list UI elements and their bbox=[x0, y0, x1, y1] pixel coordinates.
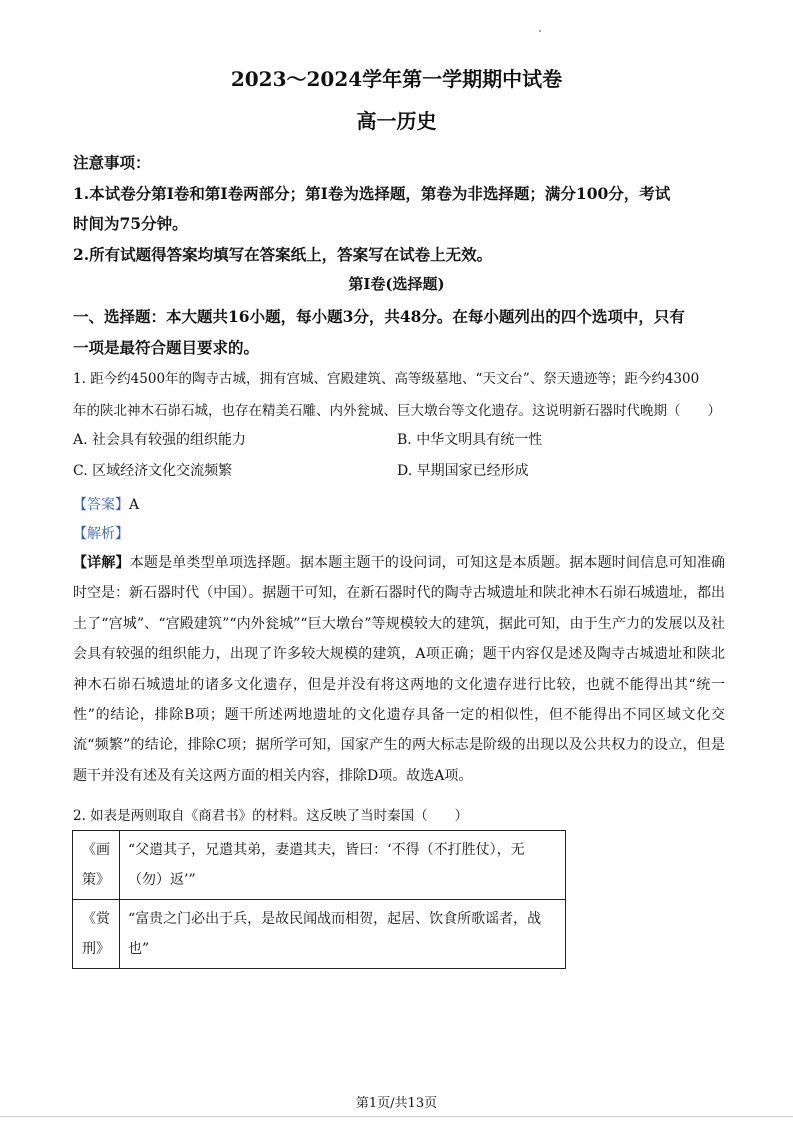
notice-item-1-line-2: 时间为75分钟。 bbox=[73, 214, 188, 233]
table-row-label: 《赏刑》 bbox=[73, 900, 120, 969]
answer-value: A bbox=[129, 497, 140, 513]
detail-text: 本题是单类型单项选择题。据本题主题干的设问词，可知这是本质题。据本题时间信息可知准确时空是：新石器时代（中国）。据题干可知，在新石器时代的陶寺古城遗址和陕北神木石峁石城遗址，都出土了“宫城”、“宫殿建筑”“内外瓮城”“巨大墩台”等规模较大的建筑，据此可知，由于生产力的发展以及社会具有较强的组织能力，出现了许多较大规模的建筑，A项正确；题干内容仅是述及陶寺古城遗址和陕北神木石峁石城遗址的诸多文化遗存，但是并没有将这两地的文化遗存进行比较，也就不能得出其“统一性”的结论，排除B项；题干所述两地遗址的文化遗存具备一定的相似性，但不能得出不同区域文化交流“频繁”的结论，排除C项；据所学可知，国家产生的两大标志是阶级的出现以及公共权力的设立，但是题干并没有述及有关这两方面的相关内容，排除D项。故选A项。 bbox=[73, 555, 726, 784]
table-row-label: 《画策》 bbox=[73, 831, 120, 900]
table-row-text: “富贵之门必出于兵，是故民闻战而相贺，起居、饮食所歌谣者，战也” bbox=[120, 900, 566, 969]
table-row bbox=[73, 900, 566, 969]
q1-stem-line-1: 1. 距今约4500年的陶寺古城，拥有宫城、宫殿建筑、高等级墓地、“天文台”、祭天遗迹等；距今约4300 bbox=[73, 371, 700, 387]
notice-heading: 注意事项： bbox=[73, 153, 151, 172]
section-instruction-line-2: 一项是最符合题目要求的。 bbox=[73, 338, 260, 357]
q2-stem: 2. 如表是两则取自《商君书》的材料。这反映了当时秦国（ ） bbox=[73, 808, 469, 824]
q1-option-c: C. 区域经济文化交流频繁 bbox=[73, 463, 233, 479]
q1-option-b: B. 中华文明具有统一性 bbox=[397, 432, 543, 448]
exam-title: 2023～2024学年第一学期期中试卷 bbox=[230, 67, 563, 91]
q1-answer bbox=[73, 494, 139, 514]
source-table bbox=[72, 830, 566, 969]
footer-divider bbox=[0, 1116, 793, 1117]
answer-label: 【答案】 bbox=[73, 497, 129, 513]
table-row bbox=[73, 831, 566, 900]
detail-label: 【详解】 bbox=[73, 555, 130, 571]
page-number: 第1页/共13页 bbox=[355, 1096, 438, 1111]
analysis-label: 【解析】 bbox=[73, 526, 129, 542]
q1-option-d: D. 早期国家已经形成 bbox=[397, 463, 529, 479]
q1-stem-line-2: 年的陕北神木石峁石城，也存在精美石雕、内外瓮城、巨大墩台等文化遗存。这说明新石器时代晚期（ ） bbox=[73, 403, 721, 419]
subject-title: 高一历史 bbox=[356, 109, 437, 133]
q1-option-a: A. 社会具有较强的组织能力 bbox=[73, 432, 247, 448]
section-title: 第Ⅰ卷(选择题) bbox=[348, 275, 445, 293]
notice-item-1-line-1: 1.本试卷分第Ⅰ卷和第Ⅰ卷两部分；第Ⅰ卷为选择题，第卷为非选择题；满分100分，考试 bbox=[73, 184, 671, 203]
q1-detail-paragraph bbox=[73, 548, 725, 791]
section-instruction-line-1: 一、选择题：本大题共16小题，每小题3分，共48分。在每小题列出的四个选项中，只有 bbox=[73, 307, 685, 326]
notice-item-2: 2.所有试题得答案均填写在答案纸上，答案写在试卷上无效。 bbox=[73, 245, 493, 264]
scan-dot bbox=[539, 30, 541, 32]
table-row-text: “父遣其子，兄遣其弟，妻遣其夫，皆曰：‘不得（不打胜仗），无（勿）返’” bbox=[120, 831, 566, 900]
